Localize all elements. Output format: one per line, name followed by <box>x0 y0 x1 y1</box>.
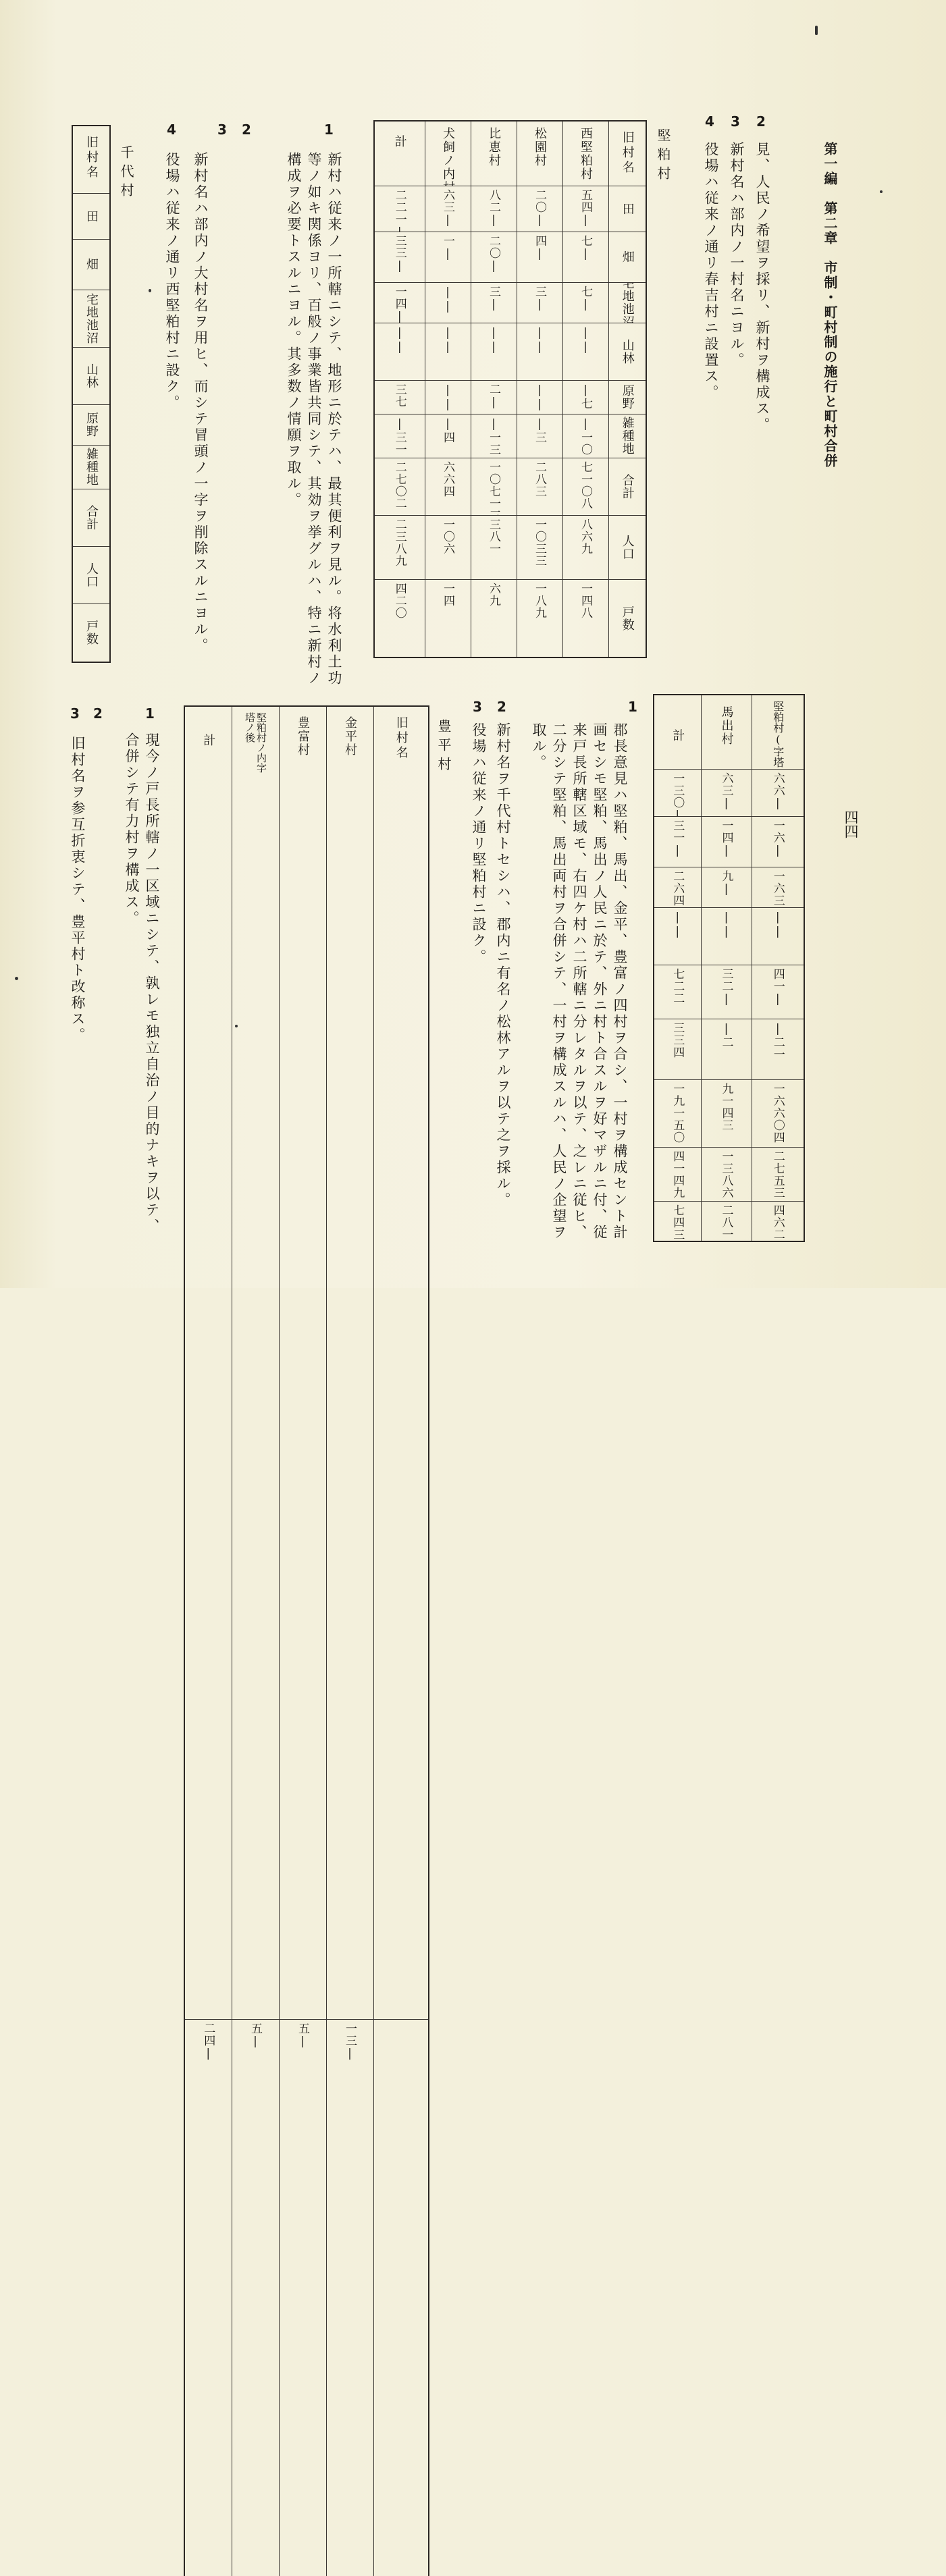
column-header: 人口 <box>608 515 646 579</box>
page-number: 四四 <box>841 810 861 838</box>
note-number: 1 <box>628 699 637 715</box>
table-cell: || <box>562 323 608 380</box>
table-cell: 三二| <box>701 965 752 1019</box>
note-text: 郡長意見ハ堅粕、馬出、金平、豊富ノ四村ヲ合シ、一村ヲ構成セント計画セシモ堅粕、馬出ノ人民ニ於テ、外ニ村ト合スルヲ好マザルニ付、従来戸長所轄区域モ、右四ケ村ハ二所轄ニ分レタルヲ以テ、之レニ従ヒ、二分シテ堅粕、馬出両村ヲ合併シテ、一村ヲ構成スルハ、人民ノ企望ヲ取ル。 <box>529 722 630 1242</box>
table-cell: 九| <box>701 867 752 907</box>
table-cell: |一三 <box>471 414 517 458</box>
column-header: 宅地池沼 <box>72 290 110 347</box>
toyohira-table <box>184 705 429 2576</box>
table-cell <box>326 2020 373 2576</box>
table-cell: 一八九 <box>517 579 562 658</box>
table-cell: 三三四 <box>654 1019 701 1079</box>
table-cell: 比恵村 <box>471 121 517 186</box>
note-text: 新村名ハ部内ノ大村名ヲ用ヒ、而シテ冒頭ノ一字ヲ削除スルニヨル。 <box>190 152 211 685</box>
column-header: 戸数 <box>608 579 646 658</box>
section-title: 千代村 <box>117 145 136 202</box>
table-cell: 六六四 <box>425 458 471 515</box>
table-cell: 計 <box>184 706 232 2020</box>
column-header: 雑種地 <box>608 414 646 458</box>
print-speck <box>880 190 883 193</box>
table-cell <box>279 2020 326 2576</box>
table-cell: 二八一 <box>701 1201 752 1241</box>
note-text: 現今ノ戸長所轄ノ一区域ニシテ、孰レモ独立自治ノ目的ナキヲ以テ、合併シテ有力村ヲ構成ス。 <box>122 732 162 1235</box>
note-number: 2 <box>497 699 506 715</box>
table-cell: |三一 <box>374 414 425 458</box>
table-cell: 四一四九 <box>654 1147 701 1201</box>
note-number: 1 <box>145 705 155 722</box>
table-cell: 四一| <box>752 965 804 1019</box>
table-cell: 二六四 <box>654 867 701 907</box>
column-header: 原野 <box>72 404 110 445</box>
section-title: 豊平村 <box>434 719 454 776</box>
table-cell: || <box>517 380 562 414</box>
note-text: 新村ハ従来ノ一所轄ニシテ、地形ニ於テハ、最其便利ヲ見ル。将水利土功等ノ如キ関係ヨリ、百般ノ事業皆共同シテ、其効ヲ挙グルハ、特ニ新村ノ構成ヲ必要トスルニヨル。其多数ノ情願ヲ取ル。 <box>284 152 344 692</box>
table-cell: 一四| <box>701 816 752 867</box>
column-header: 雑種地 <box>72 445 110 489</box>
table-cell: 計 <box>374 121 425 186</box>
note-number: 2 <box>756 113 766 130</box>
note-text: 役場ハ従来ノ通リ西堅粕村ニ設ク。 <box>162 152 182 411</box>
column-header: 人口 <box>72 546 110 603</box>
table-cell: |二 <box>701 1019 752 1079</box>
table-cell: 四二〇 <box>374 579 425 658</box>
table-cell: 五四| <box>562 186 608 232</box>
table-cell: 一四八 <box>562 579 608 658</box>
table-cell: 堅粕村ノ内字塔ノ後 <box>232 706 279 2020</box>
table-cell: 一〇三三 <box>517 515 562 579</box>
table-cell: 金平村 <box>326 706 373 2020</box>
table-cell: 七| <box>562 232 608 282</box>
note-number: 2 <box>242 122 251 138</box>
table-cell: 三三| <box>374 232 425 282</box>
column-header: 山林 <box>608 323 646 380</box>
column-header: 合計 <box>72 489 110 546</box>
table-cell: 三七 <box>374 380 425 414</box>
table-cell: 一四 <box>425 579 471 658</box>
note-text: 役場ハ従来ノ通リ堅粕村ニ設ク。 <box>469 722 489 965</box>
table-cell: 六九 <box>471 579 517 658</box>
print-speck <box>235 1025 238 1027</box>
table-cell: 八六九 <box>562 515 608 579</box>
table-cell: 六六| <box>752 769 804 816</box>
table-cell: 九一四三 <box>701 1079 752 1147</box>
column-header: 宅地池沼 <box>608 282 646 323</box>
katakasuya-table <box>373 120 647 658</box>
note-text: 新村名ハ部内ノ一村名ニヨル。 <box>727 142 747 369</box>
column-header: 畑 <box>72 239 110 290</box>
table-cell: 豊富村 <box>279 706 326 2020</box>
note-text: 新村名ヲ千代村トセシハ、郡内ニ有名ノ松林アルヲ以テ之ヲ採ル。 <box>493 722 513 1208</box>
table-cell: 犬飼ノ内村 <box>425 121 471 186</box>
table-cell: |四 <box>425 414 471 458</box>
table-cell: 三一| <box>654 816 701 867</box>
table-cell: 一六三 <box>752 867 804 907</box>
table-cell: 一| <box>425 232 471 282</box>
table-cell: |七 <box>562 380 608 414</box>
table-cell: 七| <box>562 282 608 323</box>
table-cell: 一三八六 <box>701 1147 752 1201</box>
note-number: 1 <box>324 122 334 138</box>
table-cell: 三| <box>471 282 517 323</box>
table-cell <box>184 2020 232 2576</box>
table-cell: 二七五三 <box>752 1147 804 1201</box>
table-cell: || <box>425 282 471 323</box>
table-cell: 計 <box>654 695 701 769</box>
table-cell: || <box>425 323 471 380</box>
table-cell: 七一〇八 <box>562 458 608 515</box>
column-header: 戸数 <box>72 603 110 662</box>
table-cell: |三 <box>517 414 562 458</box>
note-text: 見、人民ノ希望ヲ採リ、新村ヲ構成ス。 <box>752 142 772 433</box>
chiyo-table <box>653 694 805 1242</box>
table-cell: 一三〇| <box>654 769 701 816</box>
note-text: 役場ハ従来ノ通リ春吉村ニ設置ス。 <box>701 142 721 401</box>
table-cell: 一六六〇四 <box>752 1079 804 1147</box>
table-cell: |二一 <box>752 1019 804 1079</box>
note-number: 3 <box>731 113 740 130</box>
note-text: 旧村名ヲ参互折衷シテ、豊平村ト改称ス。 <box>68 736 88 1044</box>
table-cell: 一六| <box>752 816 804 867</box>
table-cell: || <box>517 323 562 380</box>
table-cell: || <box>425 380 471 414</box>
print-speck <box>15 977 18 980</box>
table-cell: || <box>701 907 752 965</box>
column-header: 旧村名 <box>608 121 646 186</box>
column-header: 合計 <box>608 458 646 515</box>
table-cell: 六三| <box>701 769 752 816</box>
table-cell: 松園村 <box>517 121 562 186</box>
column-header: 原野 <box>608 380 646 414</box>
table-cell: 二八三 <box>517 458 562 515</box>
table-cell: 四| <box>517 232 562 282</box>
table-cell <box>232 2020 279 2576</box>
print-speck <box>815 26 818 35</box>
chiyo-header-table <box>72 125 111 663</box>
print-speck <box>149 289 151 292</box>
table-cell: 一九一五〇 <box>654 1079 701 1147</box>
note-number: 3 <box>473 699 482 715</box>
table-cell: 二〇| <box>517 186 562 232</box>
table-cell: 四六二 <box>752 1201 804 1241</box>
table-cell: 一〇六 <box>425 515 471 579</box>
table-cell: || <box>654 907 701 965</box>
table-cell: || <box>471 323 517 380</box>
table-cell: 一〇七一三 <box>471 458 517 515</box>
column-header: 田 <box>608 186 646 232</box>
table-cell: 二三八九 <box>374 515 425 579</box>
table-cell: 三| <box>517 282 562 323</box>
running-header: 第一編 第二章 市制・町村制の施行と町村合併 <box>820 142 840 468</box>
table-cell: 七二二 <box>654 965 701 1019</box>
table-cell: 八二| <box>471 186 517 232</box>
table-cell: 堅粕村(字塔ノ後ヲ除ク) <box>752 695 804 769</box>
note-number: 2 <box>93 705 103 722</box>
table-cell: 三八一 <box>471 515 517 579</box>
table-cell: 六三| <box>425 186 471 232</box>
table-cell: 西堅粕村 <box>562 121 608 186</box>
table-cell: || <box>752 907 804 965</box>
table-cell: 二二一| <box>374 186 425 232</box>
column-header: 畑 <box>608 232 646 282</box>
column-header: 旧村名 <box>72 126 110 193</box>
table-cell: 二〇| <box>471 232 517 282</box>
table-cell: 七四三 <box>654 1201 701 1241</box>
table-cell: 馬出村 <box>701 695 752 769</box>
column-header <box>373 2020 429 2576</box>
column-header: 田 <box>72 193 110 239</box>
note-number: 4 <box>705 113 714 130</box>
note-number: 4 <box>167 122 176 138</box>
table-cell: 二| <box>471 380 517 414</box>
note-number: 3 <box>217 122 227 138</box>
note-number: 3 <box>70 705 80 722</box>
section-title: 堅粕村 <box>654 128 673 185</box>
table-cell: |一〇 <box>562 414 608 458</box>
table-cell: 二七〇二 <box>374 458 425 515</box>
column-header: 旧村名 <box>373 706 429 2020</box>
column-header: 山林 <box>72 347 110 404</box>
table-cell: 一四| <box>374 282 425 323</box>
table-cell: || <box>374 323 425 380</box>
